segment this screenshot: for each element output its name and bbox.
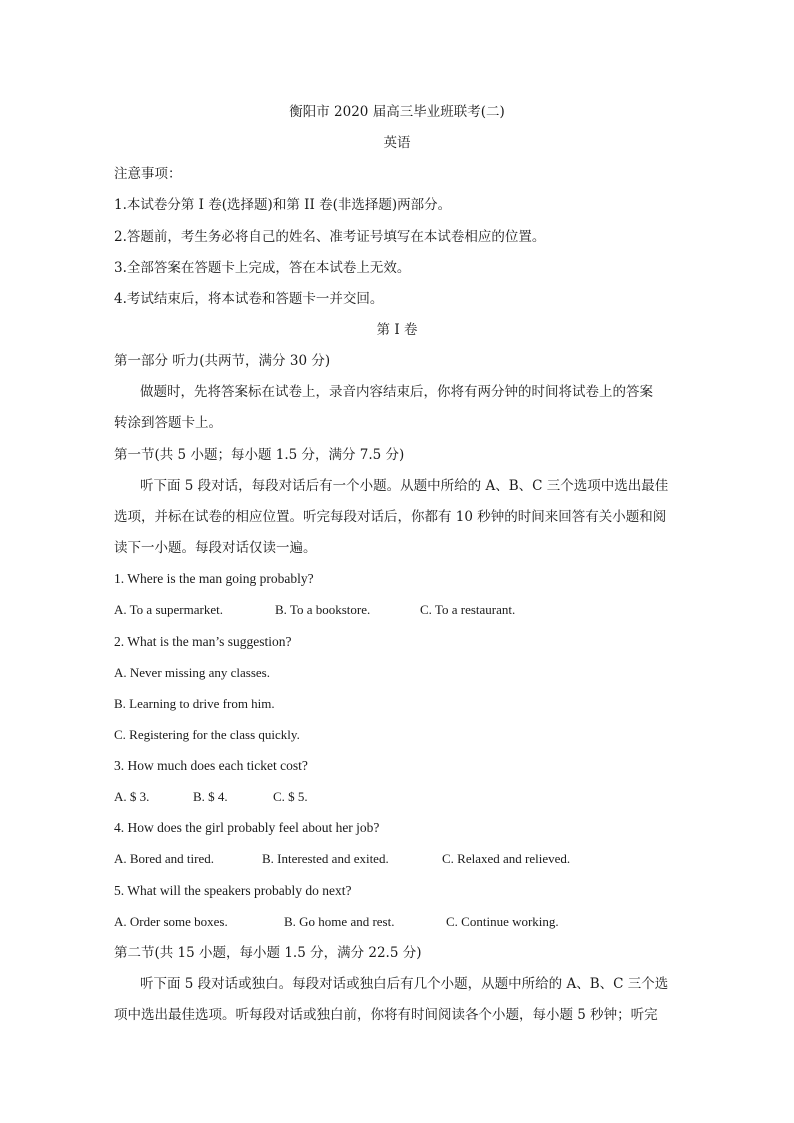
section2-intro: 项中选出最佳选项。听每段对话或独白前，你将有时间阅读各个小题，每小题 5 秒钟；听完 bbox=[114, 1007, 658, 1023]
section2-heading: 第二节(共 15 小题，每小题 1.5 分，满分 22.5 分) bbox=[114, 945, 422, 961]
option-a: A. Bored and tired. bbox=[114, 851, 215, 866]
option-b: B. Go home and rest. bbox=[284, 914, 395, 929]
option-c: C. Registering for the class quickly. bbox=[114, 727, 300, 742]
part1-intro: 转涂到答题卡上。 bbox=[114, 415, 222, 431]
section2-intro: 听下面 5 段对话或独白。每段对话或独白后有几个小题，从题中所给的 A、B、C 三个选 bbox=[140, 976, 669, 992]
section1-intro: 听下面 5 段对话，每段对话后有一个小题。从题中所给的 A、B、C 三个选项中选出最佳 bbox=[140, 478, 669, 494]
notice-item: 1.本试卷分第 I 卷(选择题)和第 II 卷(非选择题)两部分。 bbox=[114, 197, 452, 213]
option-c: C. Continue working. bbox=[446, 914, 559, 929]
notice-item: 3.全部答案在答题卡上完成，答在本试卷上无效。 bbox=[114, 260, 411, 276]
question-stem: 4. How does the girl probably feel about her job? bbox=[114, 820, 380, 835]
section1-intro: 读下一小题。每段对话仅读一遍。 bbox=[114, 540, 317, 556]
subject-title: 英语 bbox=[383, 135, 411, 151]
notice-item: 2.答题前，考生务必将自己的姓名、准考证号填写在本试卷相应的位置。 bbox=[114, 229, 546, 245]
part1-heading: 第一部分 听力(共两节，满分 30 分) bbox=[114, 353, 331, 369]
option-a: A. Order some boxes. bbox=[114, 914, 228, 929]
notice-item: 4.考试结束后，将本试卷和答题卡一并交回。 bbox=[114, 291, 384, 307]
question-stem: 1. Where is the man going probably? bbox=[114, 571, 314, 586]
option-b: B. Learning to drive from him. bbox=[114, 696, 275, 711]
notice-heading: 注意事项： bbox=[114, 166, 182, 182]
question-stem: 5. What will the speakers probably do next? bbox=[114, 883, 352, 898]
option-c: C. $ 5. bbox=[273, 789, 308, 804]
option-b: B. $ 4. bbox=[193, 789, 228, 804]
volume-title: 第 I 卷 bbox=[376, 322, 418, 338]
option-c: C. To a restaurant. bbox=[420, 602, 516, 617]
question-stem: 3. How much does each ticket cost? bbox=[114, 758, 308, 773]
section1-heading: 第一节(共 5 小题；每小题 1.5 分，满分 7.5 分) bbox=[114, 447, 405, 463]
option-b: B. Interested and exited. bbox=[262, 851, 389, 866]
part1-intro: 做题时，先将答案标在试卷上，录音内容结束后，你将有两分钟的时间将试卷上的答案 bbox=[140, 384, 653, 400]
option-a: A. Never missing any classes. bbox=[114, 665, 270, 680]
option-b: B. To a bookstore. bbox=[275, 602, 371, 617]
option-a: A. To a supermarket. bbox=[114, 602, 223, 617]
exam-title: 衡阳市 2020 届高三毕业班联考(二) bbox=[289, 104, 505, 120]
option-a: A. $ 3. bbox=[114, 789, 150, 804]
option-c: C. Relaxed and relieved. bbox=[442, 851, 571, 866]
section1-intro: 选项，并标在试卷的相应位置。听完每段对话后，你都有 10 秒钟的时间来回答有关小题和阅 bbox=[114, 509, 667, 525]
question-stem: 2. What is the man’s suggestion? bbox=[114, 634, 292, 649]
